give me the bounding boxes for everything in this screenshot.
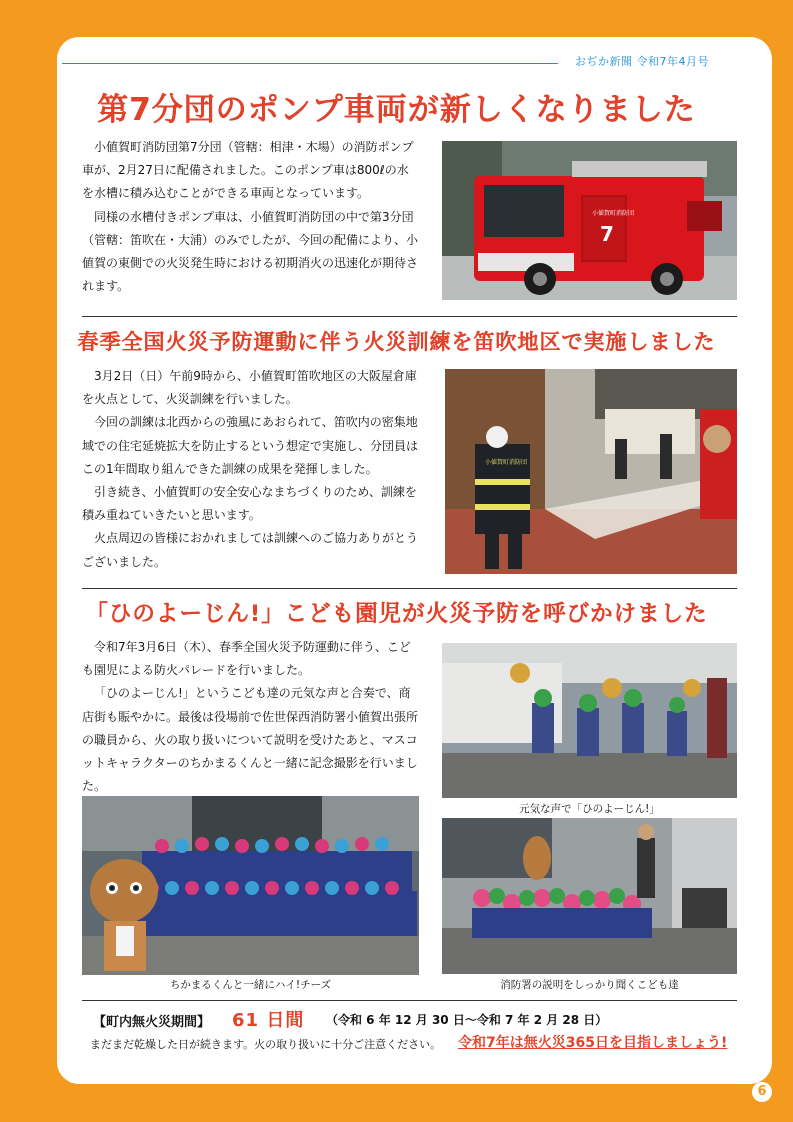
- article2-paragraph: 火点周辺の皆様におかれましては訓練へのご協力ありがとうございました。: [82, 531, 419, 569]
- parade-photo: [442, 643, 737, 798]
- article3-paragraph: 「ひのよーじん!」というこども達の元気な声と合奏で、商店街も賑やかに。最後は役場前で佐世保西消防署小値賀出張所の職員から、火の取り扱いについて説明を受けたあと、マスコットキャラクターのちかまるくんと一緒に記念撮影を行いました。: [82, 686, 419, 794]
- training-photo: [445, 369, 737, 574]
- parade-caption: 元気な声で「ひのよーじん!」: [519, 803, 660, 815]
- fire-free-label: 【町内無火災期間】: [93, 1015, 211, 1030]
- fire-truck-photo: [442, 141, 737, 300]
- article3-paragraph: 令和7年3月6日（木）、春季全国火災予防運動に伴う、こども園児による防火パレードを行いました。: [82, 640, 411, 678]
- newsletter-header: おぢか新聞 令和7年4月号: [575, 55, 709, 68]
- group-caption: ちかまるくんと一緒にハイ!チーズ: [169, 979, 332, 991]
- article2-paragraph: 引き続き、小値賀町の安全安心なまちづくりのため、訓練を積み重ねていきたいと思います。: [82, 485, 417, 523]
- article3-title: 「ひのよーじん!」こども園児が火災予防を呼びかけました: [85, 601, 708, 627]
- explanation-photo: [442, 818, 737, 974]
- fire-free-range: （令和 6 年 12 月 30 日〜令和 7 年 2 月 28 日）: [326, 1013, 608, 1027]
- fire-free-goal: 令和7年は無火災365日を目指しましょう!: [458, 1035, 728, 1051]
- page-number: 6: [752, 1082, 772, 1102]
- article1-title: 第7分団のポンプ車両が新しくなりました: [97, 92, 696, 128]
- article2-body: [82, 365, 418, 574]
- section-divider: [82, 588, 737, 589]
- explanation-caption: 消防署の説明をしっかり聞くこども達: [500, 979, 679, 991]
- article2-title: 春季全国火災予防運動に伴う火災訓練を笛吹地区で実施しました: [77, 330, 716, 354]
- article3-body: [82, 636, 420, 798]
- article1-paragraph: 小値賀町消防団第7分団（管轄：相津・木場）の消防ポンプ車が、2月27日に配備されました。このポンプ車は800ℓの水を水槽に積み込むことができる車両となっています。: [82, 140, 414, 201]
- truck-number: 7: [600, 222, 614, 246]
- section-divider: [82, 1000, 737, 1001]
- article2-paragraph: 3月2日（日）午前9時から、小値賀町笛吹地区の大阪屋倉庫を火点として、火災訓練を行いました。: [82, 369, 417, 407]
- section-divider: [82, 316, 737, 317]
- article1-body: [82, 136, 418, 298]
- group-photo: [82, 796, 419, 975]
- jacket-text: 小値賀町消防団: [485, 459, 528, 466]
- fire-caution-note: まだまだ乾燥した日が続きます。火の取り扱いに十分ご注意ください。: [90, 1038, 442, 1051]
- header-rule: [62, 63, 558, 64]
- truck-door-text: 小値賀町消防団: [592, 210, 635, 217]
- fire-free-days: 61 日間: [232, 1010, 305, 1031]
- article2-paragraph: 今回の訓練は北西からの強風にあおられて、笛吹内の密集地域での住宅延焼拡大を防止するという想定で実施し、分団員はこの1年間取り組んできた訓練の成果を発揮しました。: [82, 415, 419, 476]
- article1-paragraph: 同様の水槽付きポンプ車は、小値賀町消防団の中で第3分団（管轄：笛吹在・大浦）のみでしたが、今回の配備により、小値賀の東側での火災発生時における初期消火の迅速化が期待されます。: [82, 209, 419, 294]
